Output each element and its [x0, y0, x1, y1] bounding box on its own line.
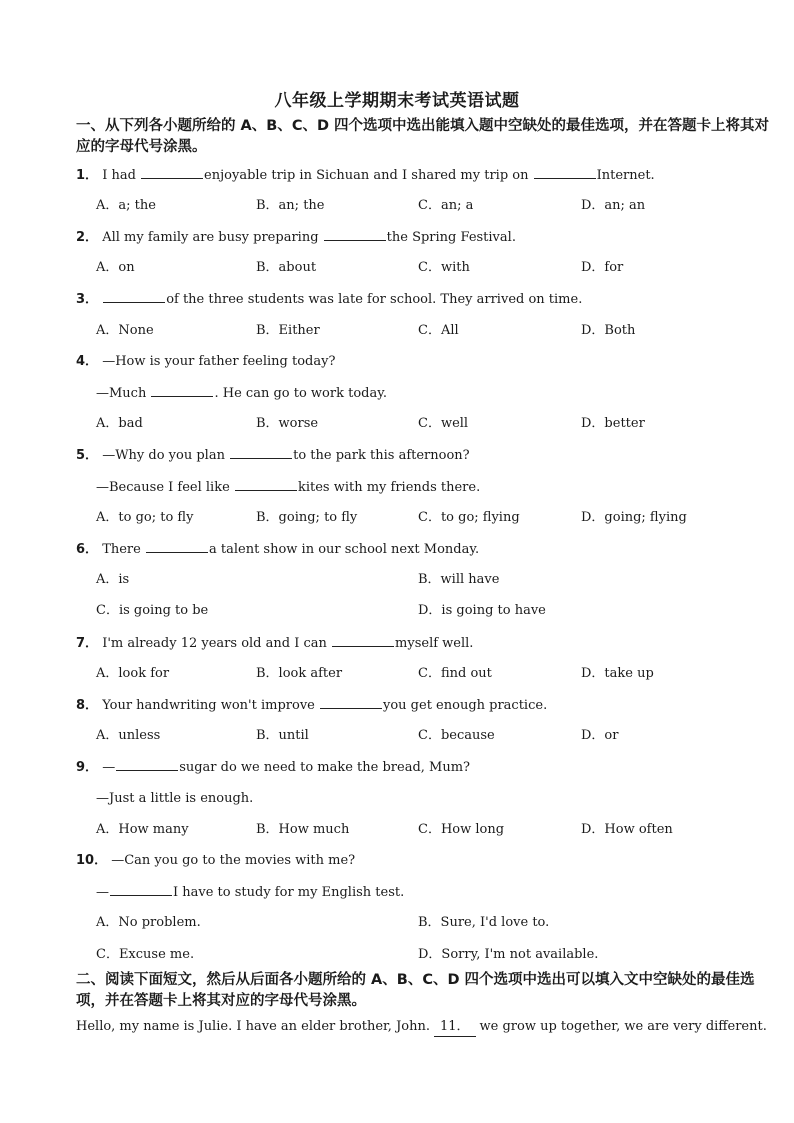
option-b[interactable]: B．about [256, 260, 317, 275]
option-c[interactable]: C．How long [418, 822, 505, 837]
answer-blank [141, 166, 203, 179]
answer-blank [235, 478, 297, 491]
question-5-reply: —Because I feel like kites with my friends there. [96, 480, 481, 495]
question-3: 3． of the three students was late for school. They arrived on time. [76, 292, 583, 307]
answer-blank [110, 883, 172, 896]
option-b[interactable]: B．Either [256, 323, 320, 338]
answer-blank [146, 540, 208, 553]
question-1: 1． I had enjoyable trip in Sichuan and I shared my trip on Internet. [76, 168, 655, 183]
option-c[interactable]: C．with [418, 260, 470, 275]
answer-blank [534, 166, 596, 179]
page-title: 八年级上学期期末考试英语试题 [274, 91, 520, 111]
option-d[interactable]: D．How often [581, 822, 673, 837]
option-b[interactable]: B．How much [256, 822, 350, 837]
option-a[interactable]: A．None [96, 323, 154, 338]
question-5: 5． —Why do you plan to the park this afternoon? [76, 448, 470, 463]
option-a[interactable]: A．on [96, 260, 135, 275]
option-a[interactable]: A．to go; to fly [96, 510, 194, 525]
option-a[interactable]: A．No problem. [96, 915, 201, 930]
option-c[interactable]: C．well [418, 416, 469, 431]
option-c[interactable]: C．an; a [418, 198, 474, 213]
option-a[interactable]: A．unless [96, 728, 161, 743]
option-c[interactable]: C．to go; flying [418, 510, 520, 525]
option-d[interactable]: D．an; an [581, 198, 646, 213]
option-c[interactable]: C．because [418, 728, 495, 743]
passage-blank-11: 11． [434, 1018, 476, 1037]
question-4-reply: —Much . He can go to work today. [96, 386, 387, 401]
option-d[interactable]: D．take up [581, 666, 654, 681]
answer-blank [230, 446, 292, 459]
option-d[interactable]: D．better [581, 416, 645, 431]
option-d[interactable]: D．Sorry, I'm not available. [418, 947, 599, 962]
option-d[interactable]: D．or [581, 728, 619, 743]
answer-blank [103, 290, 165, 303]
question-9-reply: —Just a little is enough. [96, 791, 254, 806]
passage-text: Hello, my name is Julie. I have an elder brother, John. 11． we grow up together, we are very different. [76, 1018, 767, 1037]
question-7: 7． I'm already 12 years old and I can myself well. [76, 636, 474, 651]
option-d[interactable]: D．Both [581, 323, 636, 338]
section-2-heading: 二、阅读下面短文，然后从后面各小题所给的 A、B、C、D 四个选项中选出可以填入文中空缺处的最佳选项，并在答题卡上将其对应的字母代号涂黑。 [76, 972, 755, 1009]
option-c[interactable]: C．find out [418, 666, 492, 681]
option-b[interactable]: B．going; to fly [256, 510, 358, 525]
option-c[interactable]: C．is going to be [96, 603, 209, 618]
answer-blank [332, 634, 394, 647]
answer-blank [151, 384, 213, 397]
question-6: 6． There a talent show in our school next Monday. [76, 542, 480, 557]
option-c[interactable]: C．Excuse me. [96, 947, 195, 962]
option-d[interactable]: D．for [581, 260, 624, 275]
section-1-heading: 一、从下列各小题所给的 A、B、C、D 四个选项中选出能填入题中空缺处的最佳选项，并在答题卡上将其对应的字母代号涂黑。 [76, 118, 770, 155]
answer-blank [320, 696, 382, 709]
question-2: 2． All my family are busy preparing the Spring Festival. [76, 230, 516, 245]
option-a[interactable]: A．bad [96, 416, 143, 431]
question-4: 4． —How is your father feeling today? [76, 354, 336, 369]
question-10: 10． —Can you go to the movies with me? [76, 853, 356, 868]
option-d[interactable]: D．is going to have [418, 603, 546, 618]
option-b[interactable]: B．an; the [256, 198, 325, 213]
option-a[interactable]: A．look for [96, 666, 170, 681]
answer-blank [116, 758, 178, 771]
option-d[interactable]: D．going; flying [581, 510, 687, 525]
option-a[interactable]: A．How many [96, 822, 189, 837]
option-a[interactable]: A．a; the [96, 198, 156, 213]
answer-blank [324, 228, 386, 241]
option-b[interactable]: B．will have [418, 572, 500, 587]
question-8: 8． Your handwriting won't improve you get enough practice. [76, 698, 548, 713]
option-b[interactable]: B．look after [256, 666, 343, 681]
question-9: 9． — sugar do we need to make the bread, Mum? [76, 760, 471, 775]
option-c[interactable]: C．All [418, 323, 459, 338]
question-10-reply: — I have to study for my English test. [96, 885, 405, 900]
option-b[interactable]: B．worse [256, 416, 319, 431]
option-b[interactable]: B．Sure, I'd love to. [418, 915, 550, 930]
option-b[interactable]: B．until [256, 728, 309, 743]
option-a[interactable]: A．is [96, 572, 130, 587]
